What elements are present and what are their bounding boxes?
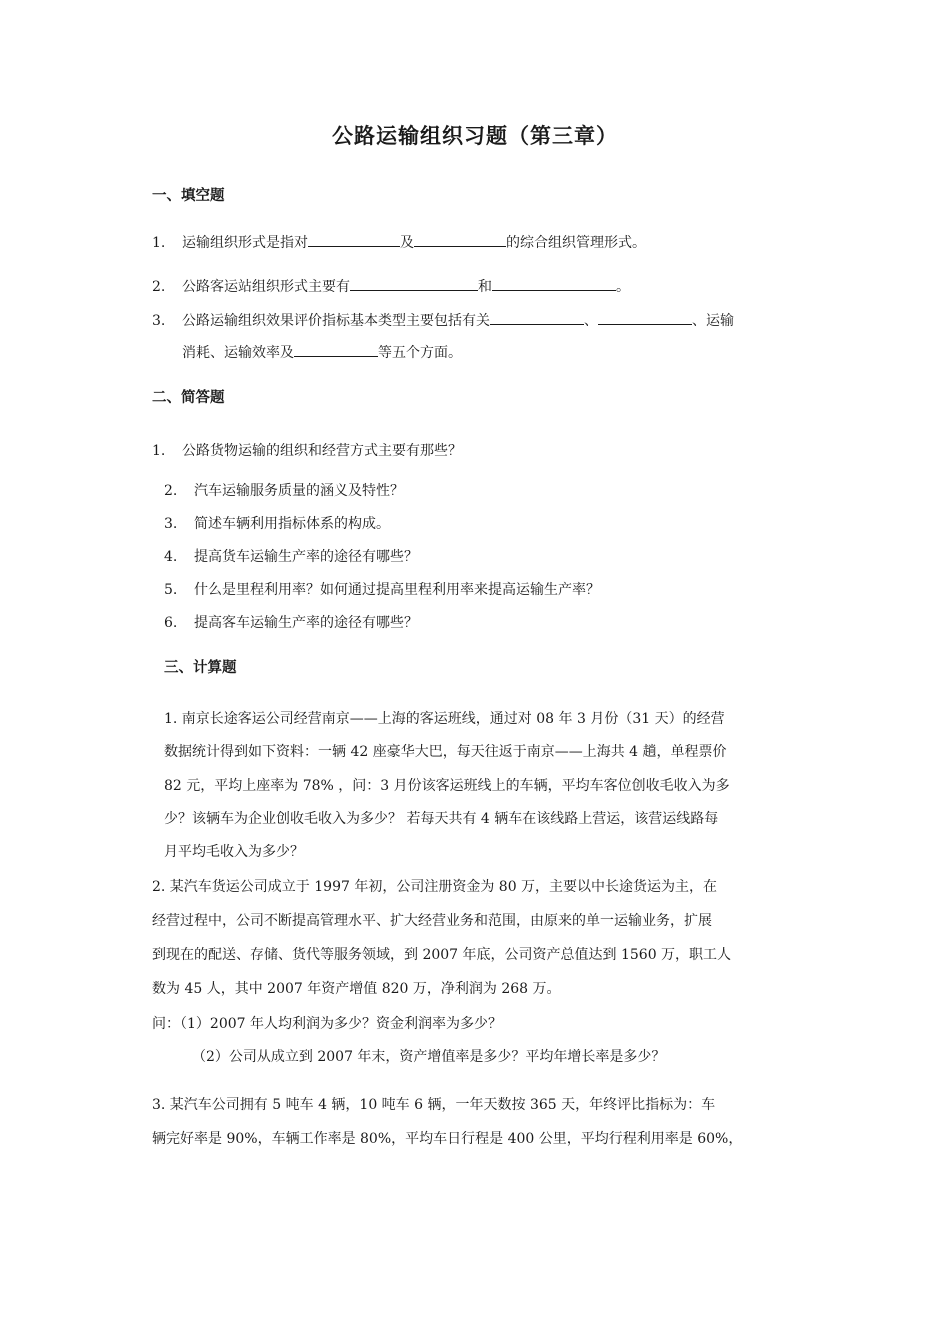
section-heading-calculation: 三、计算题 (164, 659, 237, 676)
calc-problem-2-ask-1: 问：（1）2007 年人均利润为多少？资金利润率为多少？ (152, 1016, 502, 1032)
list-item: 4. 提高货车运输生产率的途径有哪些？ (164, 549, 418, 565)
list-item: 6. 提高客车运输生产率的途径有哪些？ (164, 615, 418, 631)
list-item: 1. 公路货物运输的组织和经营方式主要有那些？ (152, 443, 462, 459)
fill-question-1: 1. 运输组织形式是指对 及 的综合组织管理形式。 (152, 232, 646, 252)
list-item: 2. 汽车运输服务质量的涵义及特性？ (164, 483, 404, 499)
fill-question-3-cont: 消耗、运输效率及 等五个方面。 (182, 342, 462, 362)
question-number: 3. (152, 313, 166, 329)
section-heading-short-answer: 二、简答题 (152, 389, 225, 406)
list-item: 3. 简述车辆利用指标体系的构成。 (164, 516, 390, 532)
answer-blank (414, 232, 506, 247)
question-number: 2. (152, 279, 166, 295)
section-heading-fill-blank: 一、填空题 (152, 187, 225, 204)
fill-question-3: 3. 公路运输组织效果评价指标基本类型主要包括有关 、 、运输 (152, 310, 734, 330)
fill-question-2: 2. 公路客运站组织形式主要有 和 。 (152, 276, 630, 296)
answer-blank (490, 310, 584, 325)
answer-blank (598, 310, 692, 325)
answer-blank (350, 276, 478, 291)
calc-problem-2-ask-2: （2）公司从成立到 2007 年末，资产增值率是多少？平均年增长率是多少？ (192, 1049, 666, 1065)
page-title: 公路运输组织习题（第三章） (332, 123, 618, 148)
document-page: 公路运输组织习题（第三章） 一、填空题 1. 运输组织形式是指对 及 的综合组织管理形式。 2. 公路客运站组织形式主要有 和 。 3. 公路运输组织效果评价指标基本类型主要包括有关 、 、运输 消耗、运输效率及 等五个方面。 二、简答题 1. 公路货物运输的组织和经营方式主要有那些？ 2. 汽车运输服务质量的涵义及特性？ 3. 简述车辆利用指标体系的构成。 4. 提高货车运输生产率的途径有哪些？ 5. 什么是里程利用率？如何通过提高里程利用率来提高运输生产率？ 6. 提高客车运输生产率的途径有哪些？ 三、计算题 1. 南京长途客运公司经营南京——上海的客运班线，通过对 08 年 3 月份（31 天）的经营 数据统计得到如下资料：一辆 42 座豪华大巴，每天往返于南京——上海共 4 趟，单程票价 82 元，平均上座率为 78% ，问：3 月份该客运班线上的车辆，平均车客位创收毛收入为多 少？该辆车为企业创收毛收入为多少？ 若每天共有 4 辆车在该线路上营运，该营运线路每 月平均毛收入为多少？ 2. 某汽车货运公司成立于 1997 年初，公司注册资金为 80 万，主要以中长途货运为主，在 经营过程中，公司不断提高管理水平、扩大经营业务和范围，由原来的单一运输业务，扩展 到现在的配送、存储、货代等服务领域，到 2007 年底，公司资产总值达到 1560 万，职工人 数为 45 人，其中 2007 年资产增值 820 万，净利润为 268 万。 问：（1）2007 年人均利润为多少？资金利润率为多少？ （2）公司从成立到 2007 年末，资产增值率是多少？平均年增长率是多少？ 3. 某汽车公司拥有 5 吨车 4 辆，10 吨车 6 辆，一年天数按 365 天，年终评比指标为：车 辆完好率是 90%，车辆工作率是 80%，平均车日行程是 400 公里，平均行程利用率是 60%， (0, 0, 950, 1344)
question-number: 1. (152, 235, 166, 251)
list-item: 5. 什么是里程利用率？如何通过提高里程利用率来提高运输生产率？ (164, 582, 600, 598)
answer-blank (492, 276, 616, 291)
answer-blank (294, 342, 378, 357)
answer-blank (308, 232, 400, 247)
